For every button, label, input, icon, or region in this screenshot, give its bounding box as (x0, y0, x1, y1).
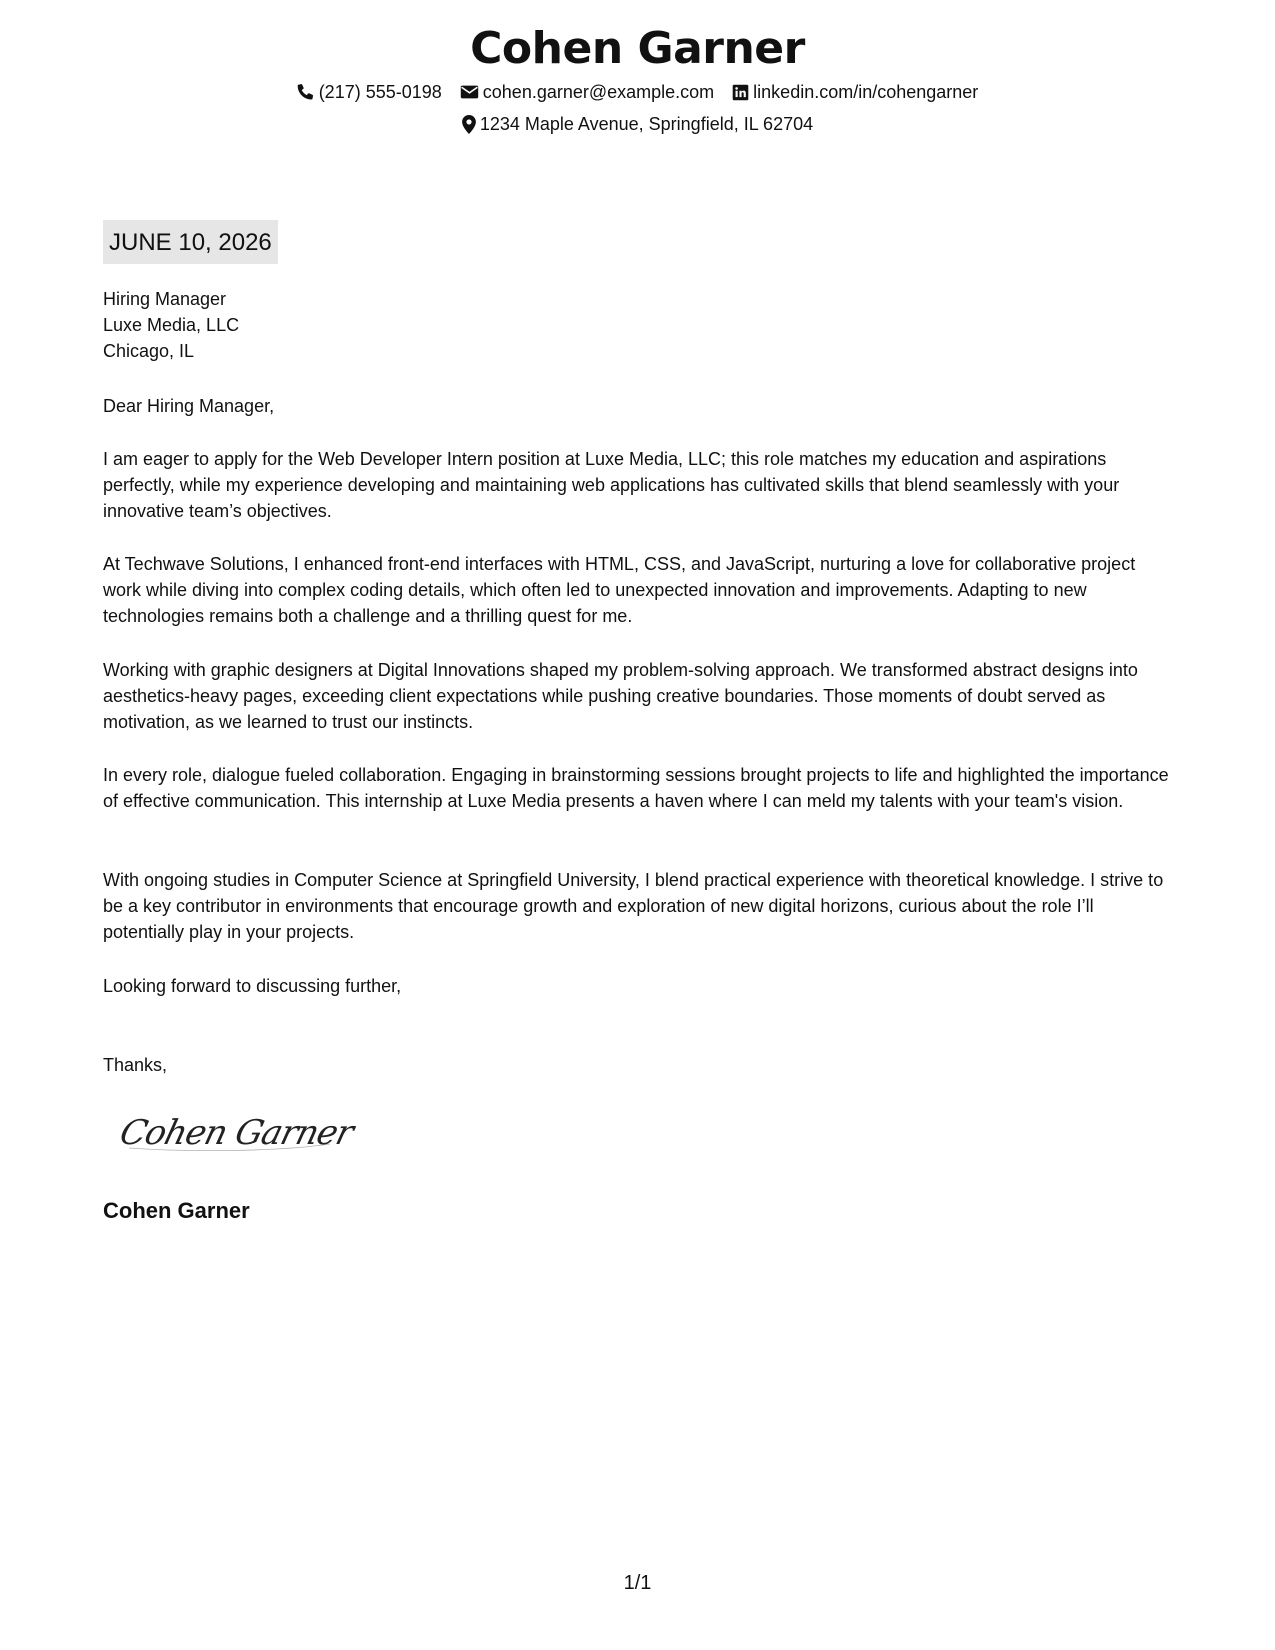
address-contact (462, 112, 813, 136)
phone-contact (297, 80, 442, 104)
linkedin-text[interactable]: linkedin.com/in/cohengarner (753, 82, 979, 102)
handwritten-signature (115, 1108, 357, 1163)
linkedin-contact[interactable] (732, 80, 978, 104)
envelope-icon (460, 84, 479, 100)
signer-name: Cohen Garner (103, 1198, 250, 1223)
letter-date: JUNE 10, 2026 (103, 220, 278, 264)
signoff: Thanks, (103, 1055, 168, 1075)
body-paragraph: I am eager to apply for the Web Developer Intern position at Luxe Media, LLC; this role matches my education and aspirations perfectly, while my experience developing and maintaining web applications has cultivated skills that blend seamlessly with your innovative team’s objectives. (103, 449, 1120, 521)
email-text[interactable]: cohen.garner@example.com (482, 82, 715, 102)
applicant-name: Cohen Garner (470, 23, 805, 74)
body-paragraph: At Techwave Solutions, I enhanced front-end interfaces with HTML, CSS, and JavaScript, nurturing a love for collaborative project work while diving into complex coding details, which often led to unexpected innovation and improvements. Adapting to new technologies remains both a challenge and a thrilling quest for me. (103, 554, 1136, 626)
page-number: 1/1 (623, 1572, 652, 1594)
recipient-location: Chicago, IL (103, 341, 195, 361)
phone-icon (297, 83, 315, 101)
salutation: Dear Hiring Manager, (103, 396, 275, 416)
recipient-title: Hiring Manager (103, 289, 227, 309)
letter-header (0, 22, 1275, 136)
address-text: 1234 Maple Avenue, Springfield, IL 62704 (479, 114, 814, 134)
recipient-block (103, 286, 1178, 364)
body-paragraph: With ongoing studies in Computer Science at Springfield University, I blend practical experience with theoretical knowledge. I strive to be a key contributor in environments that encourage growth and exploration of new digital horizons, curious about the role I’ll potentially play in your projects. (103, 870, 1164, 942)
body-paragraph: Working with graphic designers at Digital Innovations shaped my problem-solving approach. We transformed abstract designs into aesthetics-heavy pages, exceeding client expectations while pushing creative boundaries. Those moments of doubt served as motivation, as we learned to trust our instincts. (103, 660, 1138, 732)
svg-text:Cohen Garner: Cohen Garner (115, 1113, 357, 1153)
recipient-company: Luxe Media, LLC (103, 315, 240, 335)
closing-line: Looking forward to discussing further, (103, 976, 402, 996)
phone-text: (217) 555-0198 (318, 82, 442, 102)
address-line (0, 112, 1275, 136)
body-paragraph: In every role, dialogue fueled collaboration. Engaging in brainstorming sessions brought projects to life and highlighted the importance of effective communication. This internship at Luxe Media presents a haven where I can meld my talents with your team's vision. (103, 765, 1169, 811)
contact-line (0, 80, 1275, 104)
email-contact[interactable] (460, 80, 714, 104)
linkedin-icon (732, 84, 749, 101)
map-pin-icon (462, 115, 476, 134)
